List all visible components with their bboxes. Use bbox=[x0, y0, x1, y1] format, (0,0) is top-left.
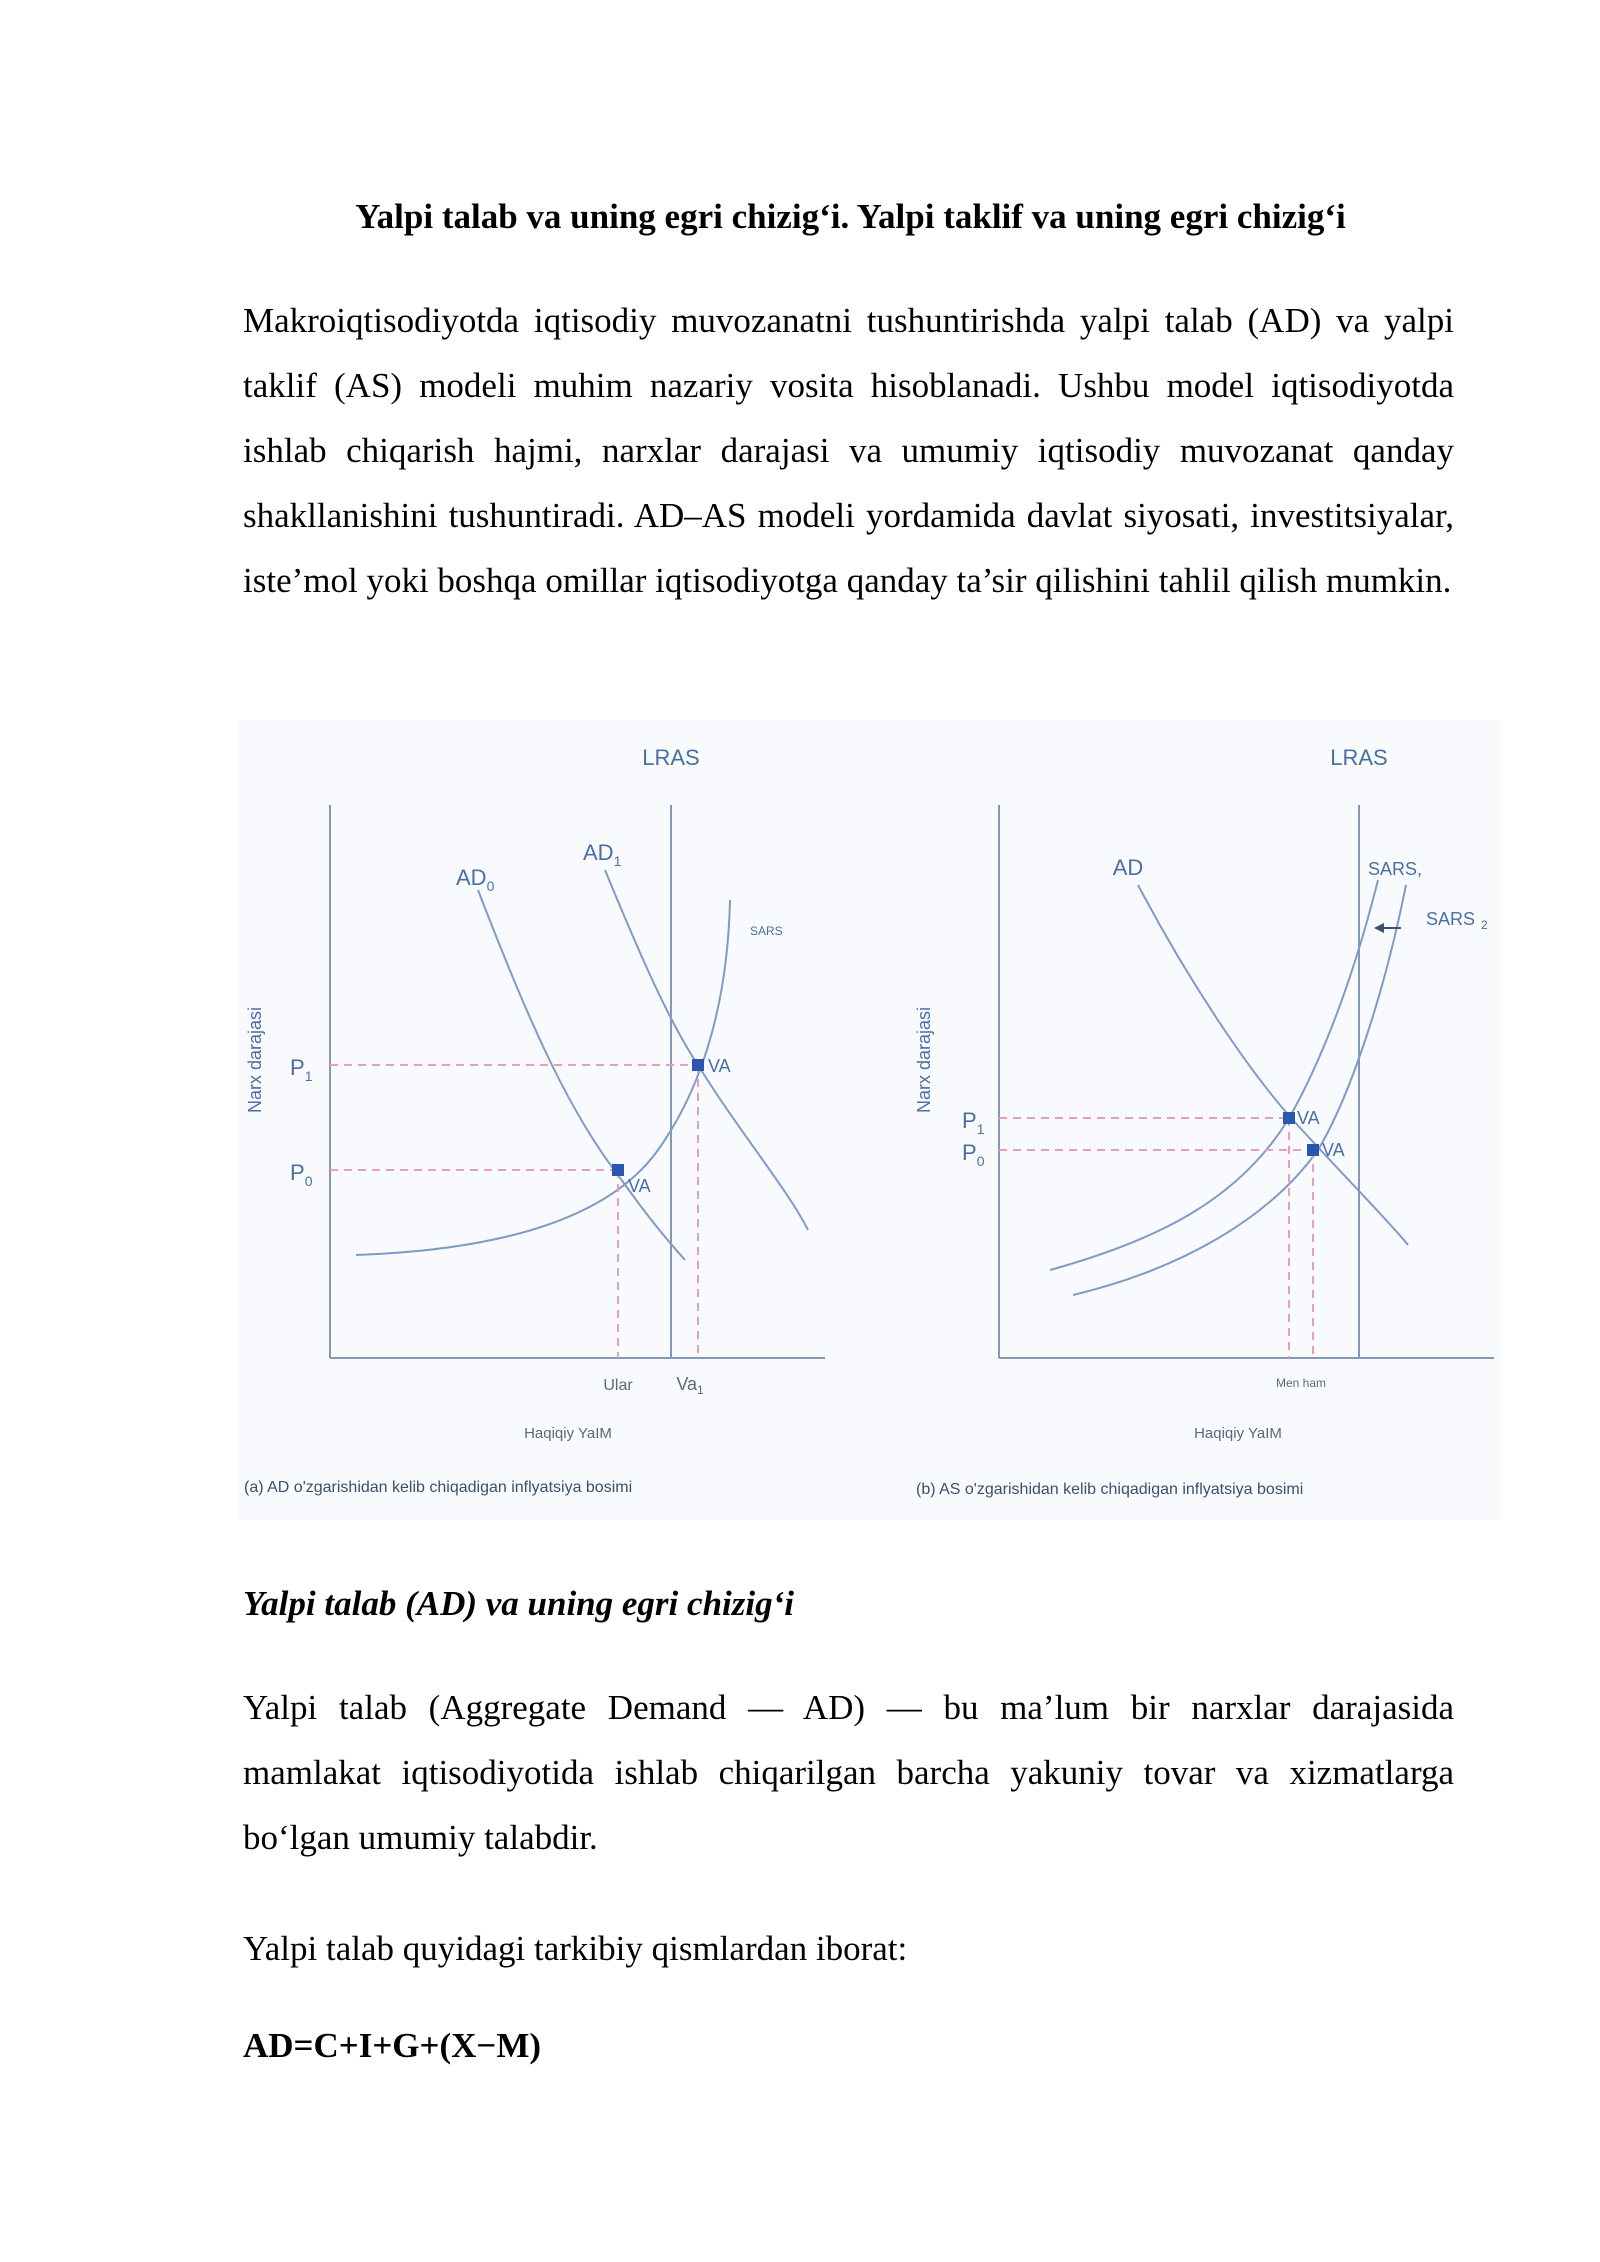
section-heading-ad: Yalpi talab (AD) va uning egri chizig‘i bbox=[243, 1584, 794, 1623]
panel-b-sars1-label: SARS, bbox=[1368, 859, 1423, 879]
panel-a-va-top-label: VA bbox=[708, 1056, 731, 1076]
panel-a-sars-label: SARS bbox=[750, 924, 783, 938]
panel-b-lras-label: LRAS bbox=[1330, 745, 1388, 770]
panel-b-x-axis-label: Haqiqiy YaIM bbox=[1194, 1425, 1282, 1442]
intro-paragraph: Makroiqtisodiyotda iqtisodiy muvozanatni tushuntirishda yalpi talab (AD) va yalpi taklif (AS) modeli muhim nazariy vosita hisoblanadi. Ushbu model iqtisodiyotda ishlab chiqarish hajmi, narxlar darajasi va umumiy iqtisodiy muvozanat qanday shakllanishini tushuntiradi. AD–AS modeli yordamida davlat siyosati, investitsiyalar, iste’mol yoki boshqa omillar iqtisodiyotga qanday ta’sir qilishini tahlil qilish mumkin. bbox=[243, 301, 1454, 600]
panel-a-y-axis-label: Narx darajasi bbox=[245, 1006, 265, 1114]
ad-as-diagram bbox=[238, 720, 1500, 1520]
panel-b-sars2-label: SARS $_2$ bbox=[1426, 909, 1488, 932]
panel-a-ad1-label: $AD_1$ bbox=[583, 840, 622, 869]
panel-b-y-axis-label: Narx darajasi bbox=[914, 1006, 934, 1114]
ad-formula: AD=C+I+G+(X−M) bbox=[243, 2026, 542, 2065]
panel-b-p0-label: $P_0$ bbox=[962, 1140, 985, 1169]
panel-a-x-tick-ular: Ular bbox=[603, 1377, 633, 1394]
panel-a-x-axis-label: Haqiqiy YaIM bbox=[524, 1425, 612, 1442]
panel-a-x-tick-va1: $Va_1$ bbox=[676, 1374, 704, 1397]
panel-a-p1-label: $P_1$ bbox=[290, 1055, 313, 1084]
panel-a-lras-label: LRAS bbox=[642, 745, 700, 770]
panel-b-p1-label: $P_1$ bbox=[962, 1108, 985, 1137]
panel-b-x-tick: Men ham bbox=[1275, 1376, 1327, 1390]
panel-b-va-bottom-point bbox=[1307, 1144, 1319, 1156]
panel-a-va-bottom-point bbox=[612, 1164, 624, 1176]
panel-a-p0-label: $P_0$ bbox=[290, 1160, 313, 1189]
document-title: Yalpi talab va uning egri chizig‘i. Yalpi taklif va uning egri chizig‘i bbox=[355, 197, 1346, 236]
panel-b-ad-label: AD bbox=[1112, 855, 1144, 880]
panel-a-caption: (a) AD o'zgarishidan kelib chiqadigan inflyatsiya bosimi bbox=[244, 1479, 633, 1496]
panel-a-ad0-label: $AD_0$ bbox=[456, 865, 495, 894]
panel-b-va-top-label: VA bbox=[1297, 1108, 1320, 1128]
components-intro-paragraph: Yalpi talab quyidagi tarkibiy qismlardan iborat: bbox=[243, 1929, 908, 1968]
panel-b-caption: (b) AS o'zgarishidan kelib chiqadigan inflyatsiya bosimi bbox=[916, 1481, 1304, 1498]
ad-as-figure bbox=[238, 720, 1500, 1520]
panel-a-va-top-point bbox=[692, 1059, 704, 1071]
panel-b-va-bottom-label: VA bbox=[1322, 1140, 1345, 1160]
panel-a-va-bottom-label: VA bbox=[628, 1176, 651, 1196]
ad-definition-paragraph: Yalpi talab (Aggregate Demand — AD) — bu ma’lum bir narxlar darajasida mamlakat iqtisodiyotida ishlab chiqarilgan barcha yakuniy tovar va xizmatlarga bo‘lgan umumiy talabdir. bbox=[243, 1688, 1454, 1857]
panel-b-va-top-point bbox=[1283, 1112, 1295, 1124]
